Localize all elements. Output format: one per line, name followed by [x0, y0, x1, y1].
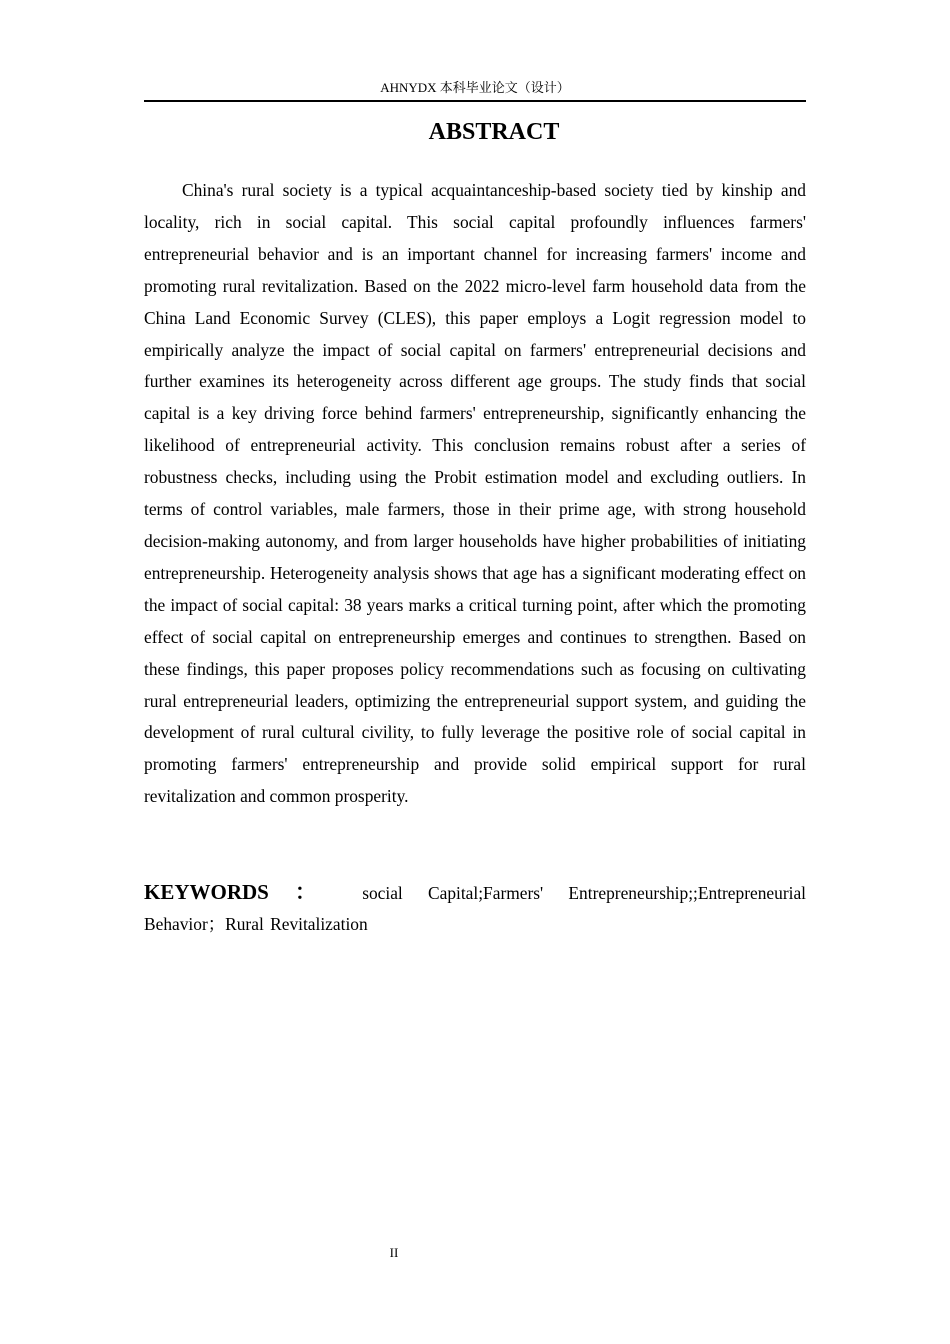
keywords-label: KEYWORDS ： [144, 880, 337, 904]
page-number: II [389, 1245, 399, 1260]
abstract-paragraph: China's rural society is a typical acquaintanceship-based society tied by kinship and locality, rich in social capital. This social capital profoundly influences farmers' entrepreneurial behavior and is an important channel for increasing farmers' income and promoting rural revitalization. Based on the 2022 micro-level farm household data from the China Land Economic Survey (CLES), this paper employs a Logit regression model to empirically analyze the impact of social capital on farmers' entrepreneurial decisions and further examines its heterogeneity across different age groups. The study finds that social capital is a key driving force behind farmers' entrepreneurship, significantly enhancing the likelihood of entrepreneurial activity. This conclusion remains robust after a series of robustness checks, including using the Probit estimation model and excluding outliers. In terms of control variables, male farmers, those in their prime age, with strong household decision-making autonomy, and from larger households have higher probabilities of initiating entrepreneurship. Heterogeneity analysis shows that age has a significant moderating effect on the impact of social capital: 38 years marks a critical turning point, after which the promoting effect of social capital on entrepreneurship emerges and continues to strengthen. Based on these findings, this paper proposes policy recommendations such as focusing on cultivating rural entrepreneurial leaders, optimizing the entrepreneurial support system, and guiding the development of rural cultural civility, to fully leverage the positive role of social capital in promoting farmers' entrepreneurship and provide solid empirical support for rural revitalization and common prosperity. [144, 180, 806, 807]
page-title: ABSTRACT [428, 119, 560, 145]
running-header: AHNYDX 本科毕业论文（设计） [380, 80, 570, 95]
keywords-text-line2: Behavior；Rural Revitalization [144, 914, 368, 934]
keywords-text-line1: social Capital;Farmers' Entrepreneurship;;Entrepreneurial [362, 883, 806, 903]
keywords-line [144, 876, 806, 909]
header-rule [144, 100, 806, 102]
